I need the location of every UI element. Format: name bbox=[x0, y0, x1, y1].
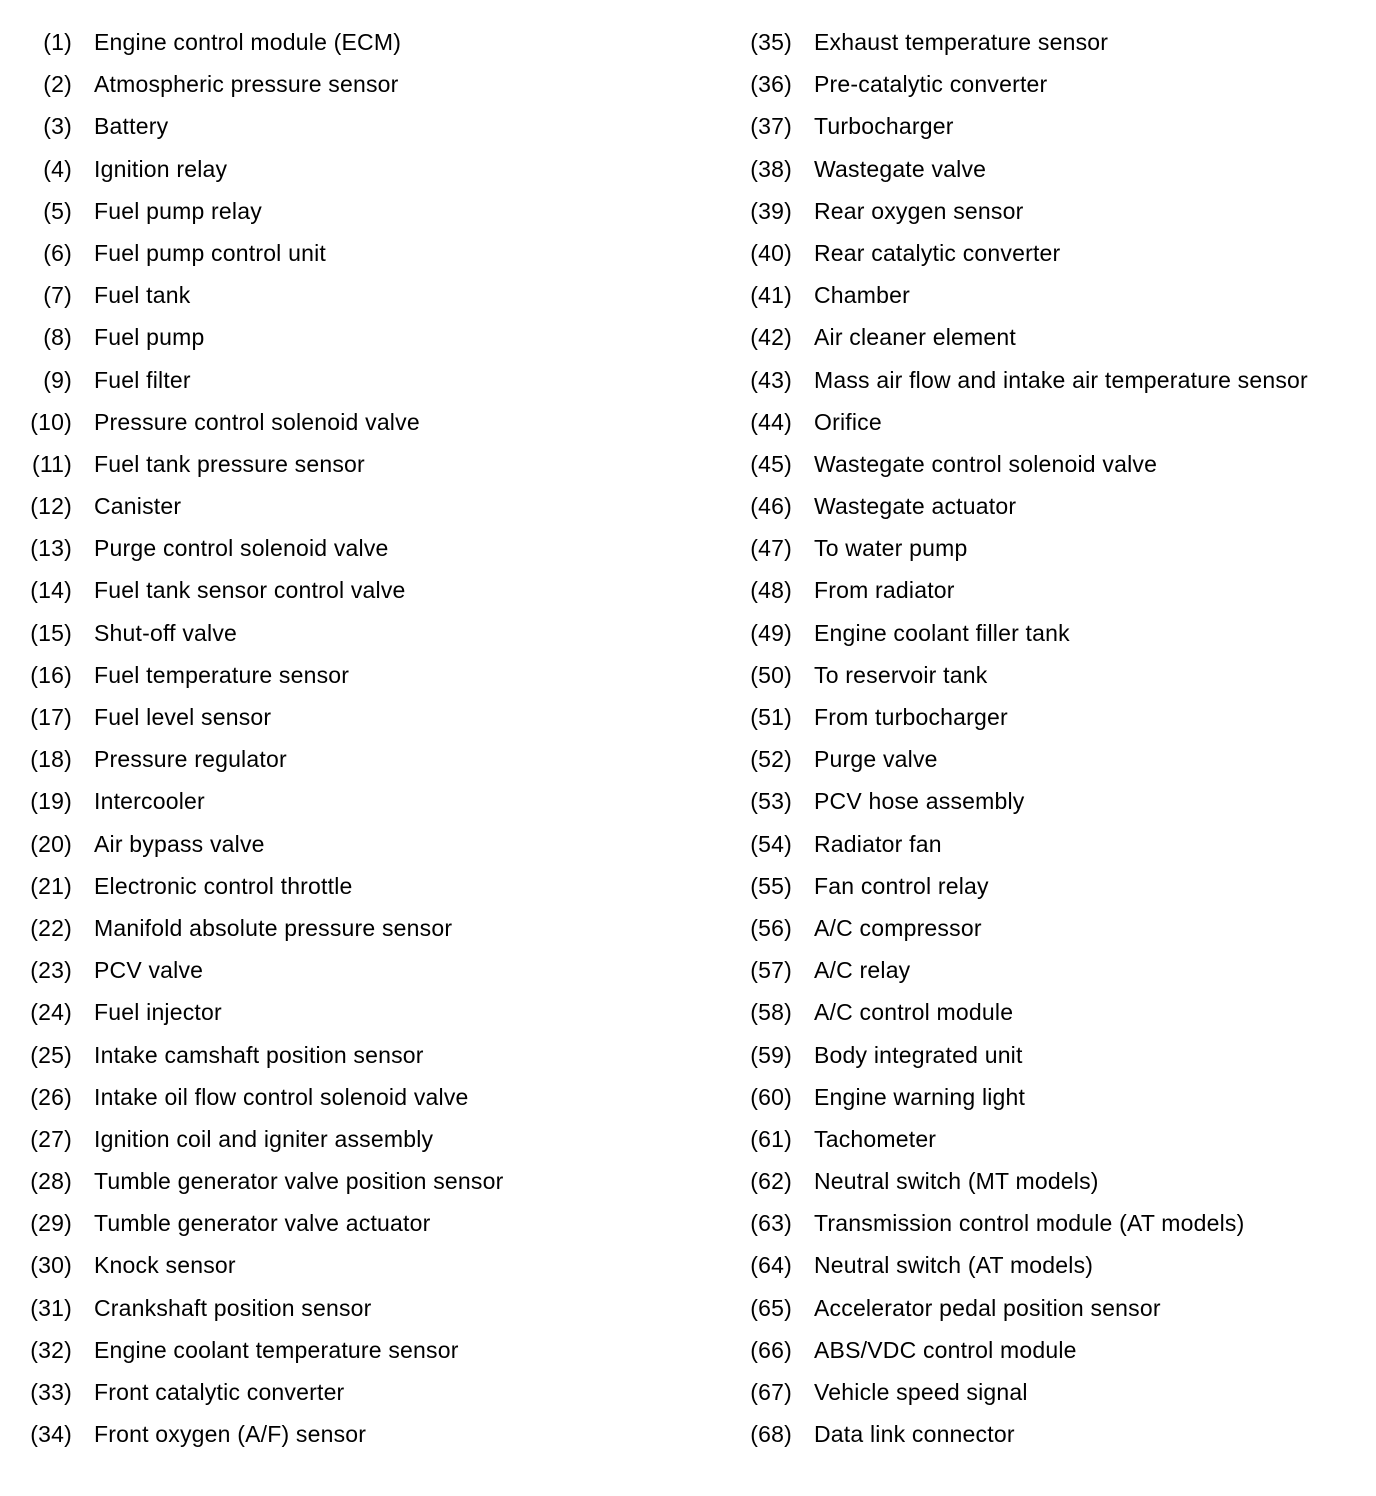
legend-item-number: (68) bbox=[750, 1421, 792, 1448]
legend-item-number: (33) bbox=[30, 1379, 72, 1405]
legend-item-number: (29) bbox=[30, 1210, 72, 1237]
legend-item-label: Crankshaft position sensor bbox=[94, 1294, 372, 1321]
legend-item-label: Fuel temperature sensor bbox=[94, 661, 350, 688]
legend-item-number: (11) bbox=[32, 450, 72, 477]
legend-item-number: (63) bbox=[750, 1210, 792, 1237]
legend-item bbox=[720, 1076, 1376, 1118]
legend-item-number: (26) bbox=[30, 1083, 72, 1110]
legend-item bbox=[0, 865, 700, 907]
legend-item-label: A/C relay bbox=[814, 957, 911, 984]
legend-item-number: (7) bbox=[43, 282, 72, 309]
legend-item-number: (66) bbox=[750, 1336, 792, 1363]
legend-item-label: Mass air flow and intake air temperature sensor bbox=[814, 366, 1308, 393]
legend-item-label: Fuel level sensor bbox=[94, 704, 272, 730]
legend-item-label: Chamber bbox=[814, 282, 910, 309]
legend-item-label: Intercooler bbox=[94, 788, 205, 815]
legend-item-label: Pressure regulator bbox=[94, 746, 287, 773]
legend-item-label: Manifold absolute pressure sensor bbox=[94, 914, 453, 941]
legend-item-label: Transmission control module (AT models) bbox=[814, 1210, 1245, 1237]
legend-item-number: (3) bbox=[43, 113, 72, 140]
legend-item-number: (27) bbox=[30, 1125, 72, 1152]
legend-item-number: (22) bbox=[30, 914, 72, 941]
legend-item-label: Fuel injector bbox=[94, 999, 222, 1026]
legend-item bbox=[720, 949, 1376, 991]
legend-item-label: A/C compressor bbox=[814, 914, 982, 941]
legend-item-label: From turbocharger bbox=[814, 704, 1008, 730]
legend-item-number: (44) bbox=[750, 408, 792, 435]
legend-item-label: Tachometer bbox=[814, 1125, 937, 1152]
legend-item-label: Data link connector bbox=[814, 1421, 1015, 1448]
legend-item bbox=[720, 232, 1376, 274]
legend-item bbox=[0, 1076, 700, 1118]
legend-item bbox=[720, 1118, 1376, 1160]
legend-item-number: (41) bbox=[750, 282, 792, 309]
legend-item-number: (54) bbox=[750, 830, 792, 857]
legend-item bbox=[720, 485, 1376, 527]
legend-item-label: Fuel filter bbox=[94, 366, 191, 393]
legend-item-number: (36) bbox=[750, 71, 792, 98]
legend-item bbox=[0, 569, 700, 611]
legend-item-number: (30) bbox=[30, 1252, 72, 1279]
legend-item-label: Rear oxygen sensor bbox=[814, 197, 1024, 224]
legend-item-label: Turbocharger bbox=[814, 113, 954, 140]
legend-item-number: (21) bbox=[30, 872, 72, 899]
legend-item-label: A/C control module bbox=[814, 999, 1014, 1026]
legend-item bbox=[720, 780, 1376, 822]
legend-item-number: (53) bbox=[750, 788, 792, 815]
legend-item-number: (16) bbox=[30, 661, 72, 688]
legend-item-number: (48) bbox=[750, 577, 792, 604]
legend-item-label: Accelerator pedal position sensor bbox=[814, 1294, 1161, 1321]
legend-item bbox=[0, 527, 700, 569]
legend-item bbox=[0, 190, 700, 232]
legend-item-number: (37) bbox=[750, 113, 792, 140]
legend-item-label: Fuel tank bbox=[94, 282, 191, 309]
legend-item-number: (42) bbox=[750, 324, 792, 351]
legend-item-label: Tumble generator valve position sensor bbox=[94, 1168, 504, 1195]
legend-item-number: (12) bbox=[30, 493, 72, 520]
legend-item bbox=[720, 1034, 1376, 1076]
legend-item bbox=[720, 865, 1376, 907]
legend-item-label: Vehicle speed signal bbox=[814, 1379, 1028, 1405]
legend-item-label: Purge control solenoid valve bbox=[94, 535, 389, 562]
legend-item-label: Orifice bbox=[814, 408, 882, 435]
legend-item-number: (6) bbox=[43, 239, 72, 266]
legend-item-number: (61) bbox=[750, 1125, 792, 1152]
legend-item-number: (10) bbox=[30, 408, 72, 435]
legend-item-label: Fuel pump relay bbox=[94, 197, 262, 224]
legend-item-label: Battery bbox=[94, 113, 169, 140]
legend-item bbox=[0, 316, 700, 358]
legend-item bbox=[0, 1160, 700, 1202]
legend-item-number: (56) bbox=[750, 914, 792, 941]
legend-item-label: Wastegate valve bbox=[814, 155, 987, 182]
legend-item-number: (35) bbox=[750, 29, 792, 55]
legend-item bbox=[720, 654, 1376, 696]
legend-item-number: (55) bbox=[750, 872, 792, 899]
legend-item-label: Atmospheric pressure sensor bbox=[94, 71, 399, 98]
legend-item bbox=[0, 63, 700, 105]
legend-item bbox=[0, 274, 700, 316]
legend-item bbox=[720, 1287, 1376, 1329]
legend-item-number: (23) bbox=[30, 957, 72, 984]
legend-item-label: Engine coolant temperature sensor bbox=[94, 1336, 459, 1363]
legend-item bbox=[720, 63, 1376, 105]
legend-item bbox=[0, 991, 700, 1033]
legend-item bbox=[720, 1413, 1376, 1455]
legend-item bbox=[0, 1118, 700, 1160]
legend-item-label: Fuel pump control unit bbox=[94, 239, 326, 266]
legend-item bbox=[720, 527, 1376, 569]
legend-item bbox=[0, 738, 700, 780]
legend-item-label: PCV hose assembly bbox=[814, 788, 1025, 815]
legend-item-number: (34) bbox=[30, 1421, 72, 1448]
legend-item bbox=[720, 612, 1376, 654]
legend-item-number: (46) bbox=[750, 493, 792, 520]
legend-item-label: Fuel pump bbox=[94, 324, 205, 351]
legend-item-label: Knock sensor bbox=[94, 1252, 236, 1279]
legend-item-label: Front catalytic converter bbox=[94, 1379, 345, 1405]
legend-item-number: (51) bbox=[750, 704, 792, 730]
legend-item-label: Neutral switch (AT models) bbox=[814, 1252, 1094, 1279]
legend-item bbox=[0, 1329, 700, 1371]
legend-item-number: (49) bbox=[750, 619, 792, 646]
legend-item bbox=[0, 1202, 700, 1244]
legend-item-number: (57) bbox=[750, 957, 792, 984]
legend-item-label: ABS/VDC control module bbox=[814, 1336, 1077, 1363]
legend-item-number: (32) bbox=[30, 1336, 72, 1363]
legend-item-label: Air cleaner element bbox=[814, 324, 1016, 351]
legend-item-number: (5) bbox=[43, 197, 72, 224]
legend-item-label: Radiator fan bbox=[814, 830, 942, 857]
legend-item-number: (15) bbox=[30, 619, 72, 646]
legend-item bbox=[720, 1329, 1376, 1371]
legend-item-label: Fuel tank sensor control valve bbox=[94, 577, 406, 604]
legend-item-label: Exhaust temperature sensor bbox=[814, 29, 1109, 55]
legend-item-number: (13) bbox=[30, 535, 72, 562]
legend-item bbox=[720, 190, 1376, 232]
legend-item bbox=[0, 823, 700, 865]
legend-item-number: (1) bbox=[43, 29, 72, 55]
legend-item bbox=[720, 696, 1376, 738]
legend-item bbox=[720, 443, 1376, 485]
legend-item bbox=[0, 232, 700, 274]
legend-item-label: Air bypass valve bbox=[94, 830, 265, 857]
legend-item-number: (52) bbox=[750, 746, 792, 773]
legend-item bbox=[720, 1244, 1376, 1286]
legend-item bbox=[720, 1202, 1376, 1244]
legend-item bbox=[720, 1371, 1376, 1413]
legend-item-number: (14) bbox=[30, 577, 72, 604]
legend-item-label: Fan control relay bbox=[814, 872, 989, 899]
legend-item-label: Neutral switch (MT models) bbox=[814, 1168, 1099, 1195]
legend-item bbox=[0, 401, 700, 443]
legend-item-label: To water pump bbox=[814, 535, 968, 562]
legend-item-label: Ignition coil and igniter assembly bbox=[94, 1125, 434, 1152]
legend-item-label: Canister bbox=[94, 493, 182, 520]
legend-item bbox=[0, 21, 700, 63]
legend-item-number: (4) bbox=[43, 155, 72, 182]
legend-item bbox=[720, 738, 1376, 780]
legend-item-label: To reservoir tank bbox=[814, 661, 988, 688]
legend-item-number: (8) bbox=[43, 324, 72, 351]
legend-item-label: Body integrated unit bbox=[814, 1041, 1023, 1068]
legend-item-label: Rear catalytic converter bbox=[814, 239, 1061, 266]
legend-item-label: Intake oil flow control solenoid valve bbox=[94, 1083, 469, 1110]
legend-item bbox=[720, 274, 1376, 316]
legend-item bbox=[0, 612, 700, 654]
legend-item-number: (65) bbox=[750, 1294, 792, 1321]
legend-item bbox=[720, 1160, 1376, 1202]
legend-item-number: (2) bbox=[43, 71, 72, 98]
legend-item-number: (58) bbox=[750, 999, 792, 1026]
legend-item bbox=[720, 105, 1376, 147]
legend-item bbox=[0, 1287, 700, 1329]
legend-item bbox=[720, 148, 1376, 190]
legend-item-number: (24) bbox=[30, 999, 72, 1026]
legend-item-number: (62) bbox=[750, 1168, 792, 1195]
legend-item-label: Pressure control solenoid valve bbox=[94, 408, 420, 435]
legend-item-label: Fuel tank pressure sensor bbox=[94, 450, 365, 477]
legend-item-label: Engine coolant filler tank bbox=[814, 619, 1070, 646]
legend-item-label: Wastegate control solenoid valve bbox=[814, 450, 1158, 477]
legend-item bbox=[0, 780, 700, 822]
legend-item bbox=[0, 696, 700, 738]
legend-item-label: From radiator bbox=[814, 577, 955, 604]
legend-item-number: (64) bbox=[750, 1252, 792, 1279]
legend-item-label: PCV valve bbox=[94, 957, 204, 984]
legend-item-number: (28) bbox=[30, 1168, 72, 1195]
legend-item-number: (19) bbox=[30, 788, 72, 815]
legend-item bbox=[0, 949, 700, 991]
legend-item-number: (43) bbox=[750, 366, 792, 393]
legend-item-label: Ignition relay bbox=[94, 155, 228, 182]
legend-item-label: Shut-off valve bbox=[94, 619, 238, 646]
legend-item-number: (39) bbox=[750, 197, 792, 224]
legend-item bbox=[0, 1244, 700, 1286]
legend-item-label: Engine warning light bbox=[814, 1083, 1026, 1110]
legend-item bbox=[720, 316, 1376, 358]
legend-item bbox=[0, 1034, 700, 1076]
legend-item-number: (40) bbox=[750, 239, 792, 266]
legend-item bbox=[0, 485, 700, 527]
legend-item-number: (17) bbox=[30, 704, 72, 730]
legend-item-number: (59) bbox=[750, 1041, 792, 1068]
legend-item-label: Electronic control throttle bbox=[94, 872, 353, 899]
legend-item bbox=[720, 907, 1376, 949]
legend-column-right bbox=[720, 21, 1376, 1455]
legend-item bbox=[0, 1371, 700, 1413]
legend-item bbox=[0, 654, 700, 696]
legend-item bbox=[0, 105, 700, 147]
legend-item bbox=[0, 1413, 700, 1455]
legend-item bbox=[0, 443, 700, 485]
legend-item-label: Wastegate actuator bbox=[814, 493, 1017, 520]
legend-item-label: Pre-catalytic converter bbox=[814, 71, 1048, 98]
legend-item-number: (67) bbox=[750, 1379, 792, 1405]
legend-item bbox=[0, 148, 700, 190]
legend-item-label: Intake camshaft position sensor bbox=[94, 1041, 424, 1068]
legend-item-number: (45) bbox=[750, 450, 792, 477]
legend-item-number: (50) bbox=[750, 661, 792, 688]
legend-item-number: (20) bbox=[30, 830, 72, 857]
legend-item-label: Purge valve bbox=[814, 746, 938, 773]
legend-item-label: Tumble generator valve actuator bbox=[94, 1210, 431, 1237]
legend-item-number: (31) bbox=[30, 1294, 72, 1321]
legend-item bbox=[720, 569, 1376, 611]
legend-item-number: (9) bbox=[43, 366, 72, 393]
legend-item bbox=[720, 21, 1376, 63]
legend-item bbox=[0, 907, 700, 949]
legend-item bbox=[720, 823, 1376, 865]
legend-item-number: (18) bbox=[30, 746, 72, 773]
legend-item bbox=[720, 359, 1376, 401]
legend-item-number: (25) bbox=[30, 1041, 72, 1068]
legend-item-label: Front oxygen (A/F) sensor bbox=[94, 1421, 367, 1448]
legend-item-label: Engine control module (ECM) bbox=[94, 29, 402, 55]
legend-column-left bbox=[0, 21, 700, 1455]
legend-item bbox=[720, 401, 1376, 443]
legend-item-number: (47) bbox=[750, 535, 792, 562]
legend-item bbox=[0, 359, 700, 401]
legend-item bbox=[720, 991, 1376, 1033]
legend-item-number: (38) bbox=[750, 155, 792, 182]
legend-item-number: (60) bbox=[750, 1083, 792, 1110]
